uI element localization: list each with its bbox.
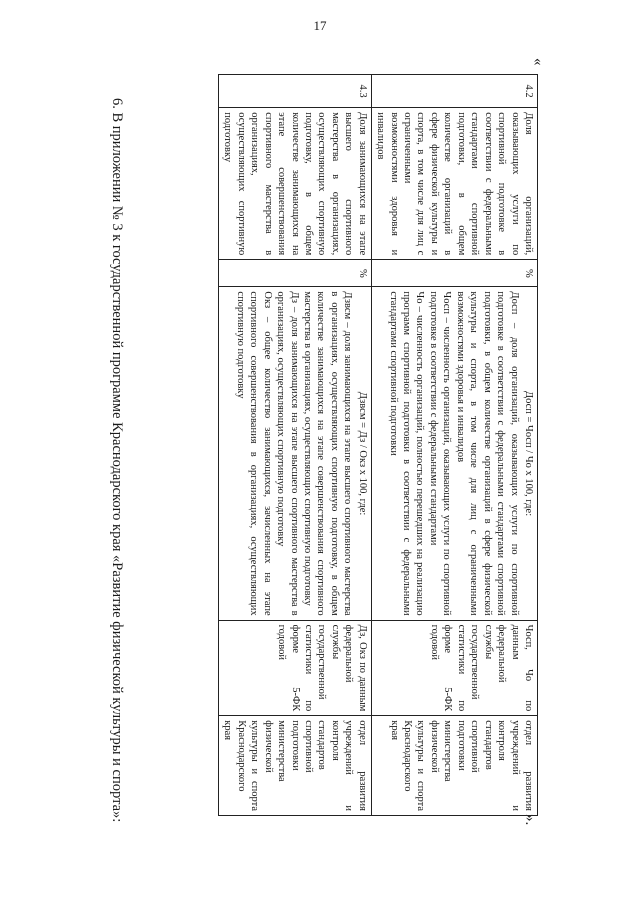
table-row [218,75,371,816]
formula-line: Досп – доля организаций, оказывающих услуги по спортивной подготовке в соответствии с федеральными стандартами спортивной подготовки, в общем количестве организаций в сфере физической культуры и спорта, в том числе для лиц с ограниченными возможностями здоровья и инвалидов [454,291,520,616]
responsible-unit: отдел развития учреждений и контроля стандартов спортивной подготовки министерства физической культуры и спорта Краснодарского края [218,716,371,816]
row-number: 4.3 [218,75,371,108]
indicator-name: Доля занимающихся на этапе высшего спортивного мастерства в организациях, осуществляющих спортивную подготовку, в общем количестве занимающихся на этапе совершенствования спортивного мастерства в организациях, осуществляющих спортивную подготовку [218,108,371,260]
formula-line: Чо – численность организаций, полностью перешедших на реализацию программ спортивной подготовки в соответствии с федеральными стандартами спортивной подготовки [387,291,426,616]
rotated-page-content [84,58,546,842]
formula-line: Чосп – численность организаций, оказывающих услуги по спортивной подготовке в соответствии с федеральными стандартами [427,291,453,616]
data-source: Чосп, Чо по данным федеральной службы государственной статистики по форме 5-ФК годовой [371,620,537,716]
formula-title: Досп = Чосп / Чо x 100, где: [523,390,534,517]
table-row [371,75,537,816]
indicator-table [218,74,538,816]
amendment-paragraph: 6. В приложении № 3 к государственной программе Краснодарского края «Развитие физической культуры и спорта»: [109,98,125,823]
unit-cell: % [218,260,371,287]
indicator-name: Доля организаций, оказывающих услуги по спортивной подготовке в соответствии с федеральными стандартами спортивной подготовки, в общем количестве организаций в сфере физической культуры и спорта, в том числе для лиц с ограниченными возможностями здоровья и инвалидов [371,108,537,260]
responsible-unit: отдел развития учреждений и контроля стандартов спортивной подготовки министерства физической культуры и спорта Краснодарского края [371,716,537,816]
formula-cell [218,287,371,620]
data-source: Дз, Окз по данным федеральной службы государственной статистики по форме 5-ФК годовой [218,620,371,716]
formula-cell [371,287,537,620]
formula-line: Дз – доля занимающихся на этапе высшего спортивного мастерства в организациях, осуществляющих спортивную подготовку [275,291,300,616]
row-number: 4.2 [371,75,537,108]
formula-line: Дзвсм – доля занимающихся на этапе высшего спортивного мастерства в организациях, осуществляющих спортивную подготовку, в общем количестве занимающихся на этапе совершенствования спортивного мастерства в организациях, осуществляющих спортивную подготовку [302,291,354,616]
formula-title: Дзвсм = Дз / Окз x 100, где: [356,391,368,516]
closing-quote: ». [522,814,538,826]
formula-line: Окз – общее количество занимающихся, зачисленных на этапе спортивного совершенствования в организациях, осуществляющих спортивную подготовку [234,291,273,616]
page-number: 17 [313,18,327,33]
unit-cell: % [371,260,537,287]
opening-quote: « [530,58,546,66]
